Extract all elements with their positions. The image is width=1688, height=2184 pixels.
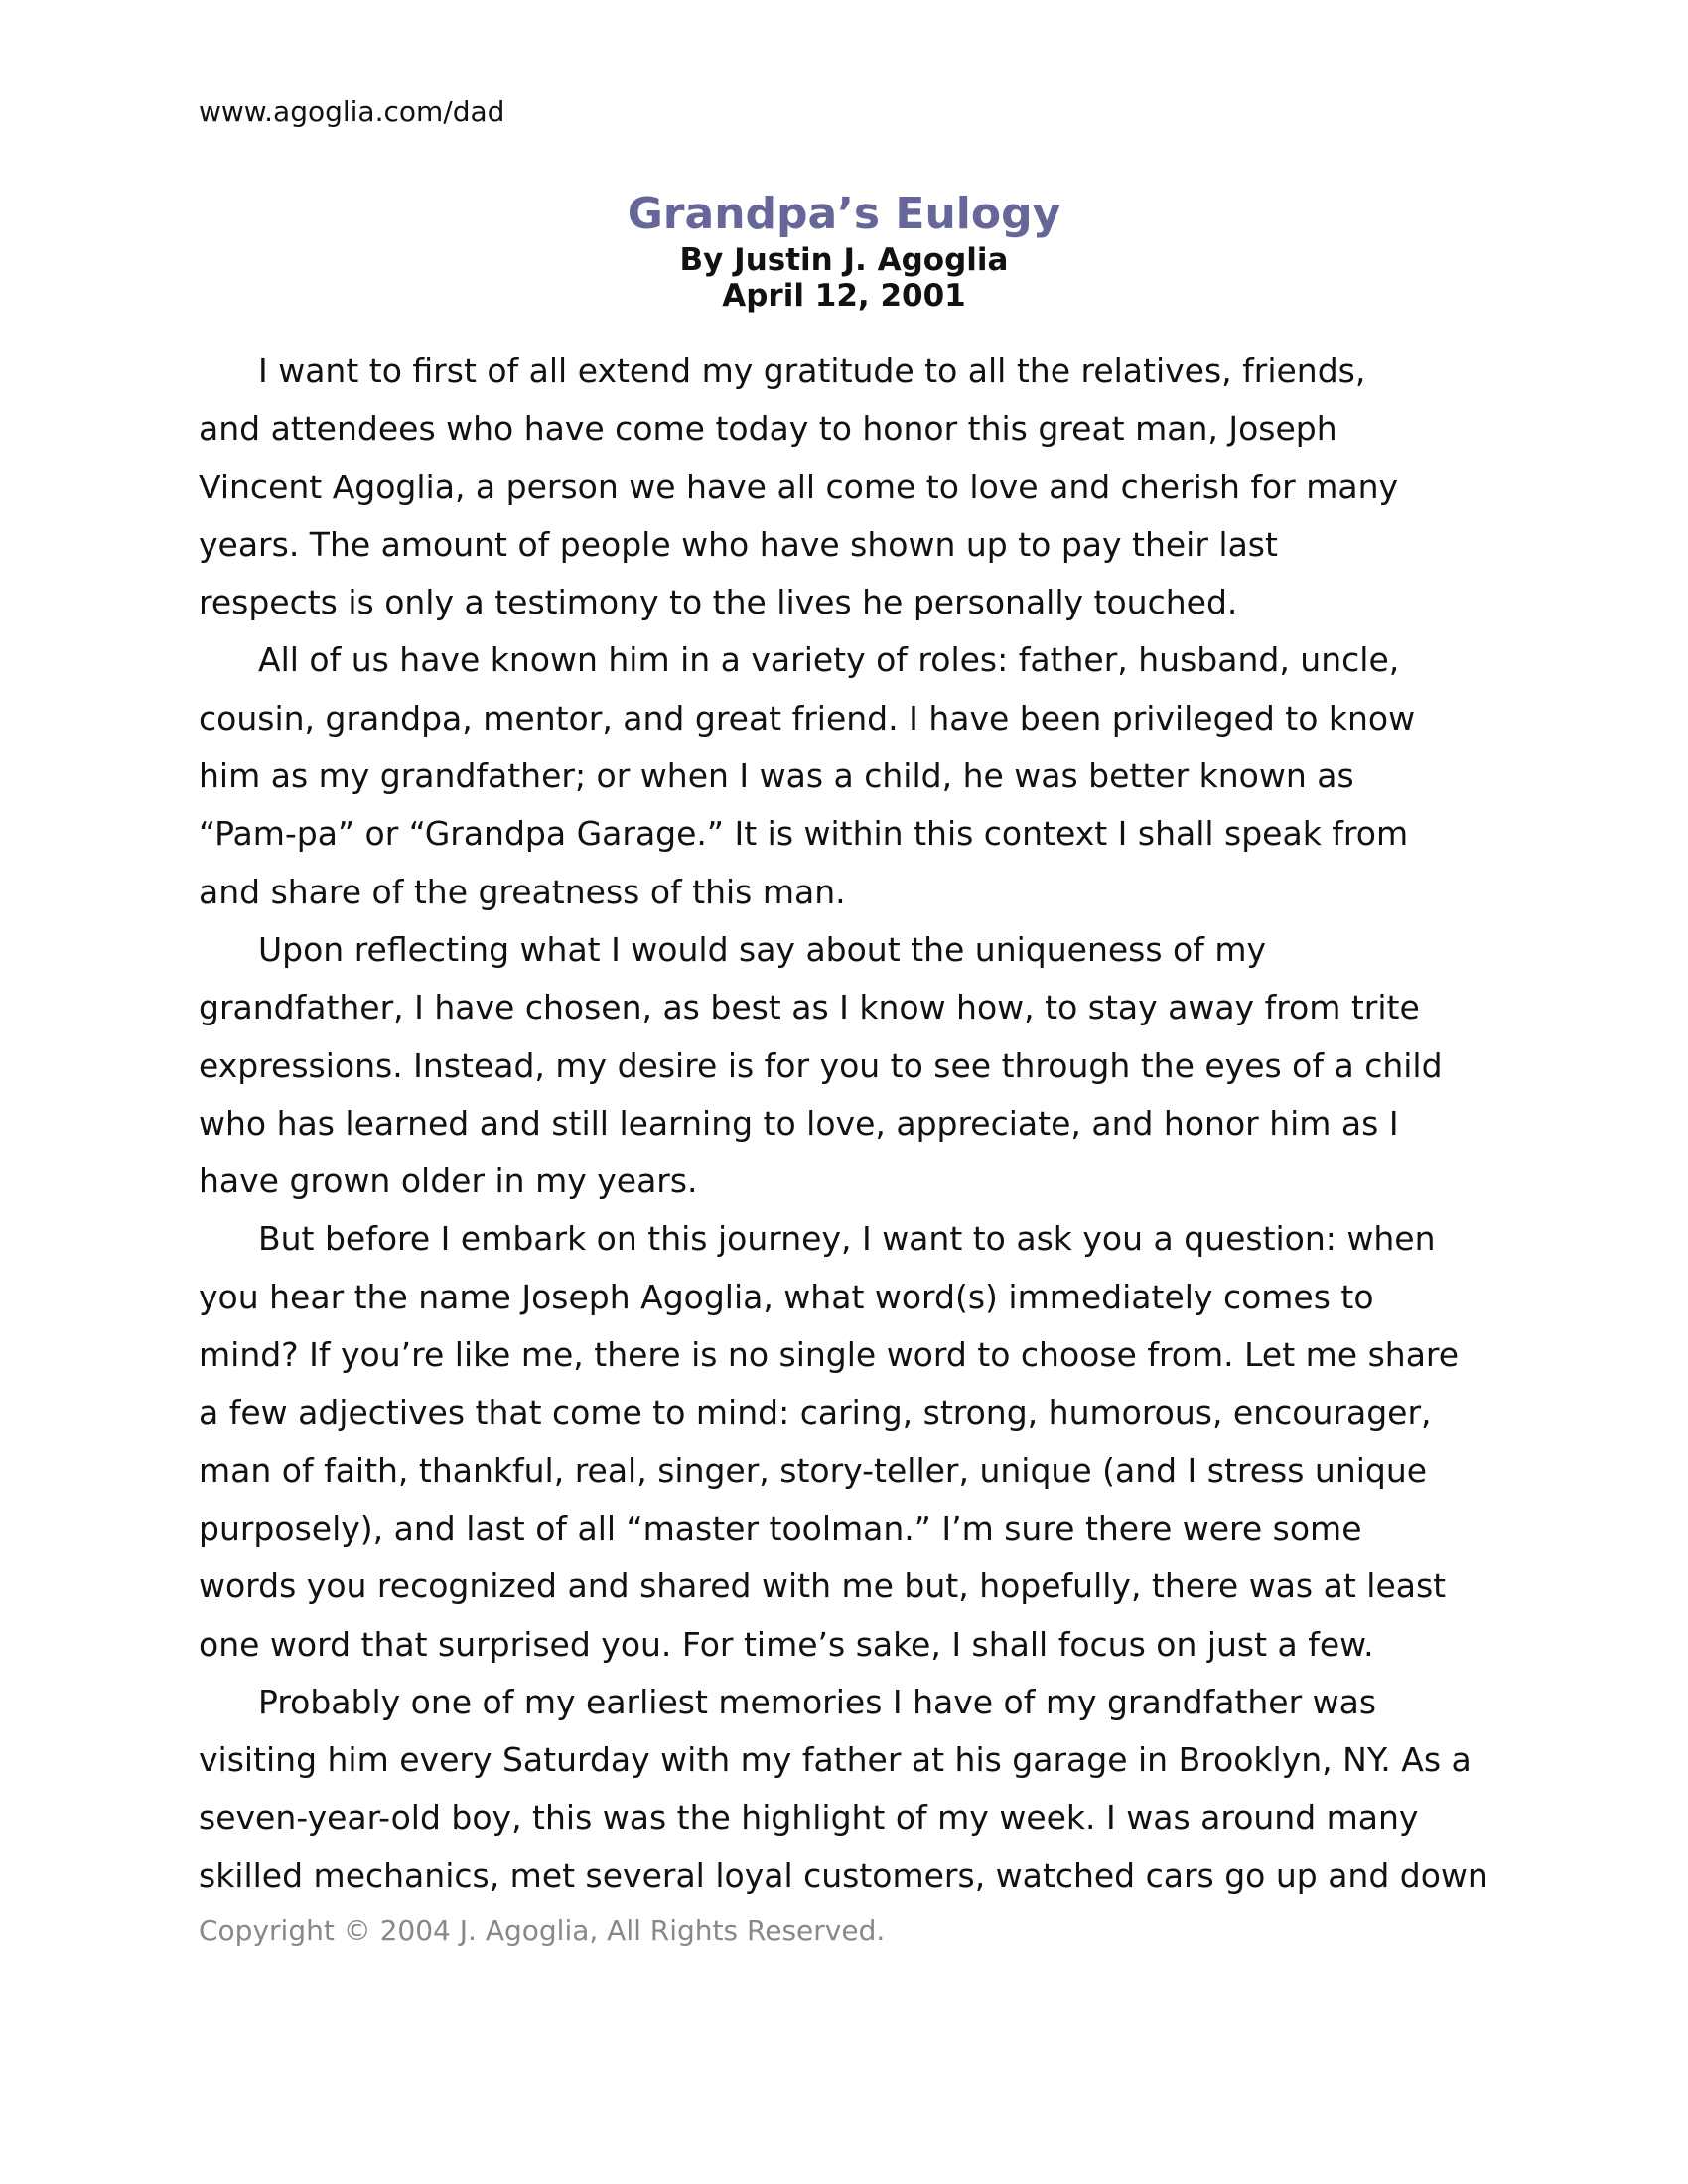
copyright-footer: Copyright © 2004 J. Agoglia, All Rights Reserved. [199,1914,886,1947]
text-line: visiting him every Saturday with my father at his garage in Brooklyn, NY. As a [199,1740,1472,1780]
text-line: mind? If you’re like me, there is no single word to choose from. Let me share [199,1335,1460,1375]
text-line: respects is only a testimony to the lives he personally touched. [199,583,1238,622]
eulogy-body [199,342,1489,1905]
text-line: cousin, grandpa, mentor, and great friend. I have been privileged to know [199,698,1416,738]
text-line: purposely), and last of all “master toolman.” I’m sure there were some [199,1508,1362,1548]
text-line: man of faith, thankful, real, singer, story-teller, unique (and I stress unique [199,1450,1428,1490]
text-line: Vincent Agoglia, a person we have all come to love and cherish for many [199,467,1399,506]
paragraph [199,342,1489,631]
paragraph [199,1210,1489,1673]
text-line: you hear the name Joseph Agoglia, what word(s) immediately comes to [199,1277,1374,1316]
text-line: Probably one of my earliest memories I have of my grandfather was [258,1682,1377,1721]
text-line: I want to first of all extend my gratitude to all the relatives, friends, [258,351,1366,390]
text-line: and attendees who have come today to honor this great man, Joseph [199,409,1337,449]
text-line: a few adjectives that come to mind: caring, strong, humorous, encourager, [199,1393,1432,1433]
text-line: years. The amount of people who have shown up to pay their last [199,524,1278,564]
paragraph [199,921,1489,1210]
text-line: expressions. Instead, my desire is for you to see through the eyes of a child [199,1045,1443,1085]
text-line: seven-year-old boy, this was the highlight of my week. I was around many [199,1798,1419,1838]
text-line: words you recognized and shared with me but, hopefully, there was at least [199,1567,1447,1606]
text-line: grandfather, I have chosen, as best as I know how, to stay away from trite [199,988,1420,1027]
text-line: have grown older in my years. [199,1161,698,1201]
text-line: But before I embark on this journey, I want to ask you a question: when [258,1219,1436,1259]
document-author: By Justin J. Agoglia [679,242,1009,278]
text-line: one word that surprised you. For time’s sake, I shall focus on just a few. [199,1624,1374,1664]
text-line: who has learned and still learning to love, appreciate, and honor him as I [199,1103,1399,1143]
document-date: April 12, 2001 [722,278,966,314]
text-line: “Pam-pa” or “Grandpa Garage.” It is within this context I shall speak from [199,814,1409,854]
text-line: Upon reflecting what I would say about the uniqueness of my [258,929,1267,969]
text-line: and share of the greatness of this man. [199,872,846,911]
title-block [0,187,1688,314]
text-line: All of us have known him in a variety of roles: father, husband, uncle, [258,640,1400,680]
header-url: www.agoglia.com/dad [199,95,505,128]
text-line: skilled mechanics, met several loyal customers, watched cars go up and down [199,1855,1488,1895]
text-line: him as my grandfather; or when I was a child, he was better known as [199,756,1354,796]
paragraph [199,1674,1489,1905]
paragraph [199,631,1489,920]
document-title: Grandpa’s Eulogy [627,189,1061,239]
